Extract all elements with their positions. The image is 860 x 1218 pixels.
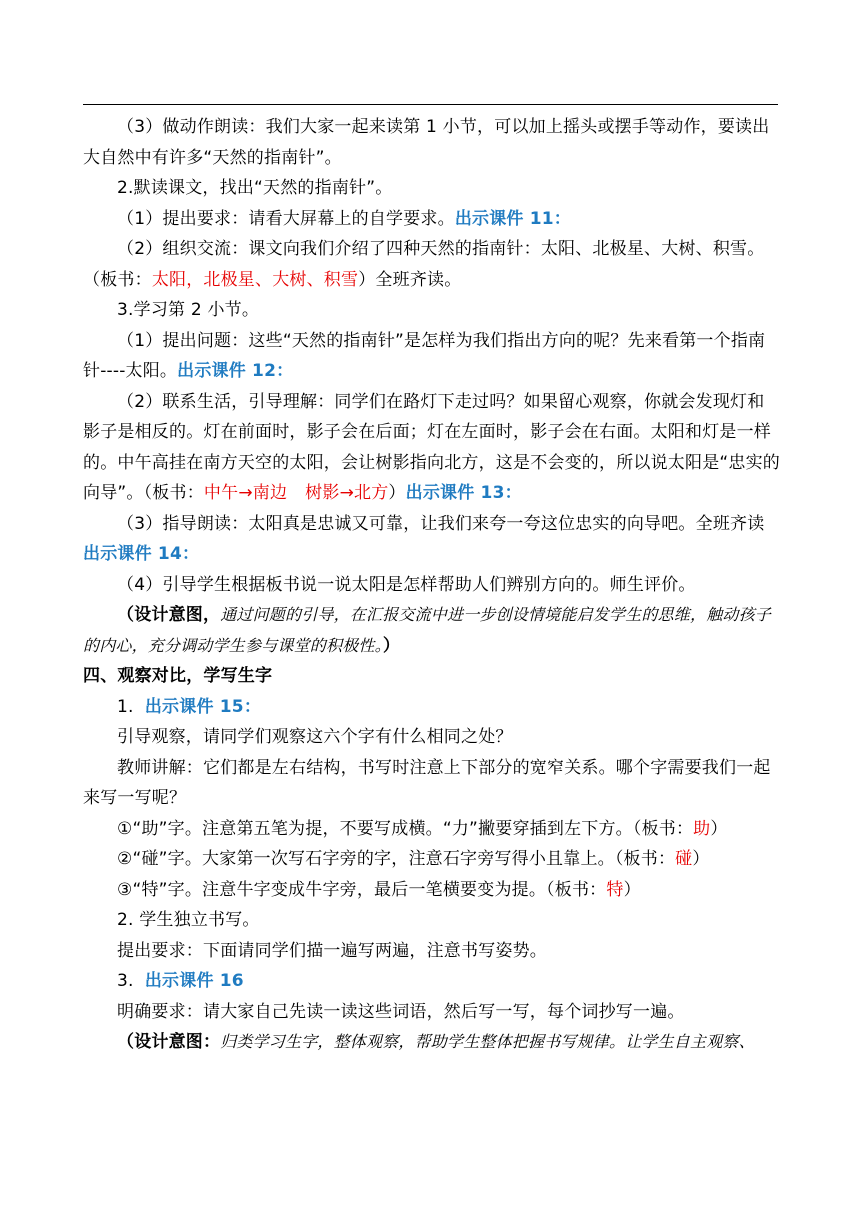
section-heading-4: 四、观察对比，学写生字 bbox=[83, 666, 273, 686]
courseware-link-15: 出示课件 15： bbox=[144, 696, 262, 717]
text: （2）联系生活，引导理解：同学们在路灯下走过吗？如果留心观察，你就会发现灯和影子是相反的。灯在前面时，影子会在后面；灯在左面时，影子会在右面。太阳和灯是一样的。中午高挂在南方天空的太阳，会让树影指向北方，这是不会变的，所以说太阳是“忠实的向导”。（板书： bbox=[83, 391, 781, 503]
paragraph-step-2: 2. 学生独立书写。 bbox=[117, 910, 260, 930]
paragraph-life-connection bbox=[83, 387, 780, 509]
text: ②“碰”字。大家第一次写石字旁的字，注意石字旁写得小且靠上。（板书： bbox=[117, 849, 676, 869]
header-rule bbox=[83, 104, 778, 105]
design-intent-text: 归类学习生字，整体观察，帮助学生整体把握书写规律。让学生自主观察、 bbox=[220, 1032, 755, 1051]
text: （1）提出要求：请看大屏幕上的自学要求。 bbox=[117, 208, 455, 229]
paragraph-step-3 bbox=[83, 966, 780, 997]
design-intent-text: 通过问题的引导，在汇报交流中进一步创设情境能启发学生的思维，触动孩子的内心，充分调动学生参与课堂的积极性。 bbox=[83, 605, 772, 655]
paragraph-step-1 bbox=[83, 692, 780, 723]
text: （3）指导朗读：太阳真是忠诚又可靠，让我们来夸一夸这位忠实的向导吧。全班齐读 bbox=[117, 513, 765, 534]
design-intent-label: （设计意图： bbox=[117, 1032, 221, 1052]
text: ） bbox=[388, 483, 406, 503]
text: ） bbox=[623, 879, 641, 900]
text: 1. bbox=[117, 696, 134, 717]
paragraph-observe: 引导观察，请同学们观察这六个字有什么相同之处？ bbox=[117, 727, 513, 747]
text: （3）做动作朗读：我们大家一起来读第 1 小节，可以加上摇头或摆手等动作，要读出大自然中有许多“天然的指南针”。 bbox=[83, 117, 770, 168]
board-char-peng: 碰 bbox=[675, 849, 693, 869]
design-intent-2 bbox=[83, 1027, 780, 1058]
paragraph-char-te bbox=[83, 875, 780, 906]
text: ） bbox=[692, 849, 710, 869]
board-char-te: 特 bbox=[606, 879, 624, 900]
board-writing-noon: 中午→南边 bbox=[203, 483, 288, 503]
paragraph-section-2: 3.学习第 2 小节。 bbox=[117, 300, 260, 320]
design-intent-label: （设计意图， bbox=[117, 605, 221, 625]
courseware-link-11: 出示课件 11： bbox=[454, 208, 572, 229]
paragraph-write-requirement: 提出要求：下面请同学们描一遍写两遍，注意书写姿势。 bbox=[117, 940, 547, 961]
courseware-link-12: 出示课件 12： bbox=[177, 361, 294, 381]
text: 3. bbox=[117, 971, 134, 991]
document-body bbox=[83, 112, 780, 1058]
text: ） bbox=[710, 818, 728, 839]
paragraph-silent-reading: 2.默读课文，找出“天然的指南针”。 bbox=[117, 178, 393, 198]
board-writing: 太阳，北极星、大树、积雪 bbox=[151, 269, 359, 290]
courseware-link-14: 出示课件 14： bbox=[83, 544, 200, 564]
paragraph-teacher-explain: 教师讲解：它们都是左右结构，书写时注意上下部分的宽窄关系。哪个字需要我们一起来写一写呢？ bbox=[83, 757, 771, 808]
paragraph-char-zhu bbox=[83, 814, 780, 845]
text: ）全班齐读。 bbox=[358, 269, 462, 290]
text: （2）组织交流：课文向我们介绍了四种天然的指南针：太阳、北极星、大树、积雪。（板书： bbox=[83, 239, 765, 290]
design-intent-1 bbox=[83, 600, 780, 661]
paragraph-evaluation: （4）引导学生根据板书说一说太阳是怎样帮助人们辨别方向的。师生评价。 bbox=[117, 574, 696, 595]
text: ） bbox=[382, 635, 401, 656]
paragraph-guided-reading bbox=[83, 509, 780, 570]
paragraph-requirements bbox=[83, 204, 780, 235]
courseware-link-16: 出示课件 16 bbox=[144, 971, 244, 991]
text: （1）提出问题：这些“天然的指南针”是怎样为我们指出方向的呢？先来看第一个指南针----太阳。 bbox=[83, 330, 766, 381]
text: ③“特”字。注意牛字变成牛字旁，最后一笔横要变为提。（板书： bbox=[117, 879, 607, 900]
text: ①“助”字。注意第五笔为提，不要写成横。“力”撇要穿插到左下方。（板书： bbox=[117, 818, 694, 839]
courseware-link-13: 出示课件 13： bbox=[405, 483, 522, 503]
board-writing-shadow: 树影→北方 bbox=[305, 483, 389, 503]
board-char-zhu: 助 bbox=[693, 818, 711, 839]
paragraph-question bbox=[83, 326, 780, 387]
paragraph-char-peng bbox=[83, 844, 780, 875]
paragraph-clear-requirement: 明确要求：请大家自己先读一读这些词语，然后写一写，每个词抄写一遍。 bbox=[117, 1001, 685, 1022]
paragraph-discussion bbox=[83, 234, 780, 295]
paragraph-read-with-actions bbox=[83, 112, 780, 173]
